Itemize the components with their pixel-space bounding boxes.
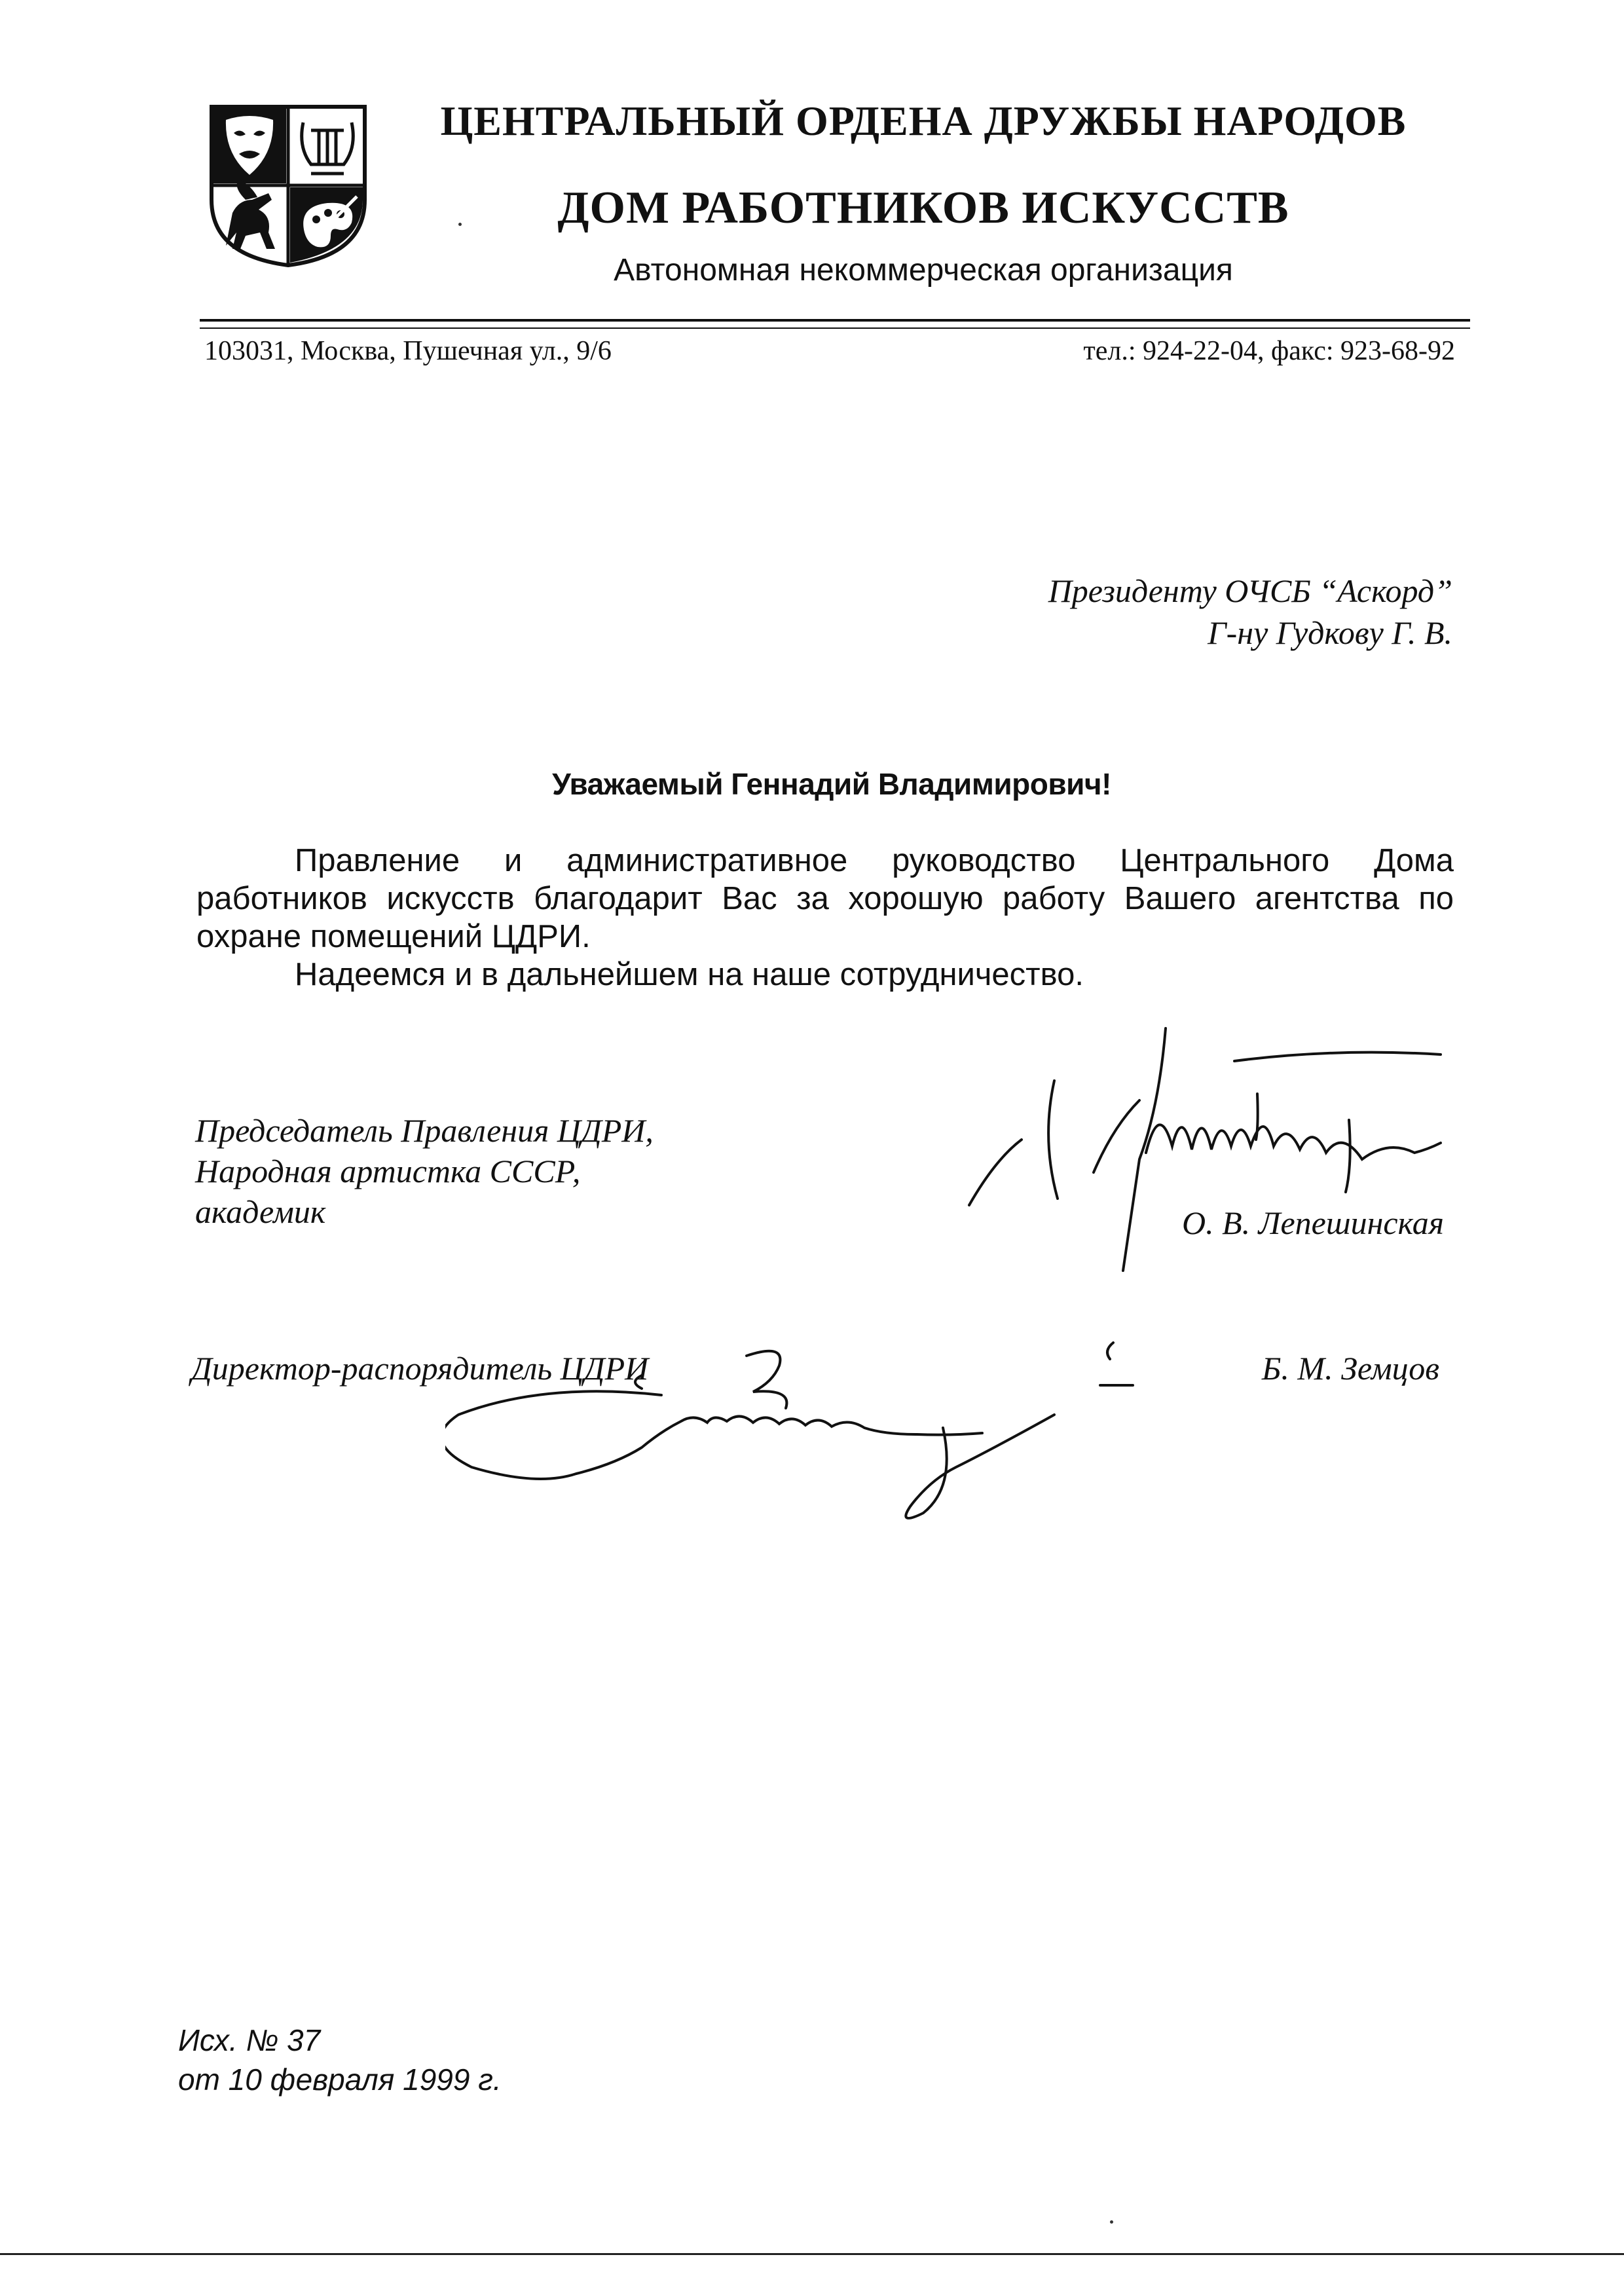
org-address: 103031, Москва, Пушечная ул., 9/6: [204, 336, 612, 366]
letterhead-rule-thick: [200, 319, 1470, 322]
signatory-2-name: Б. М. Земцов: [1261, 1350, 1439, 1387]
addressee-line2: Г-ну Гудкову Г. В.: [1208, 614, 1452, 651]
org-name-line1: ЦЕНТРАЛЬНЫЙ ОРДЕНА ДРУЖБЫ НАРОДОВ: [440, 98, 1407, 144]
org-type: Автономная некоммерческая организация: [614, 253, 1233, 288]
letter-body: [196, 842, 1454, 994]
salutation: Уважаемый Геннадий Владимирович!: [552, 767, 1111, 801]
signatory-1-title-line: академик: [195, 1193, 326, 1230]
org-phones: тел.: 924-22-04, факс: 923-68-92: [1083, 336, 1455, 366]
bottom-edge-line: [0, 2253, 1624, 2255]
signatory-1-title-line: Председатель Правления ЦДРИ,: [195, 1112, 654, 1149]
signature-2-icon: [445, 1336, 1244, 1533]
signatory-1-title: [195, 1110, 654, 1232]
org-name-line2: ДОМ РАБОТНИКОВ ИСКУССТВ: [557, 183, 1289, 233]
addressee-line1: Президенту ОЧСБ “Аскорд”: [1048, 572, 1452, 609]
addressee: [1048, 570, 1452, 654]
scan-speck: [458, 223, 462, 226]
signatory-2-title: Директор-распорядитель ЦДРИ: [191, 1350, 649, 1387]
body-paragraph-1: Правление и административное руководство Центрального Дома работников искусств благодарит Вас за хорошую работу Вашего агентства по охране помещений ЦДРИ.: [196, 843, 1454, 954]
outgoing-date: от 10 февраля 1999 г.: [178, 2062, 502, 2097]
body-paragraph-2: Надеемся и в дальнейшем на наше сотрудничество.: [295, 957, 1084, 992]
letterhead-rule-thin: [200, 327, 1470, 329]
signatory-1-name: О. В. Лепешинская: [1181, 1204, 1444, 1241]
outgoing-reference: [178, 2021, 502, 2099]
scan-speck: [1110, 2220, 1113, 2224]
emblem-icon: [206, 102, 370, 269]
outgoing-number: Исх. № 37: [178, 2023, 321, 2057]
signature-1-icon: [943, 1009, 1545, 1284]
signatory-1-title-line: Народная артистка СССР,: [195, 1153, 581, 1189]
